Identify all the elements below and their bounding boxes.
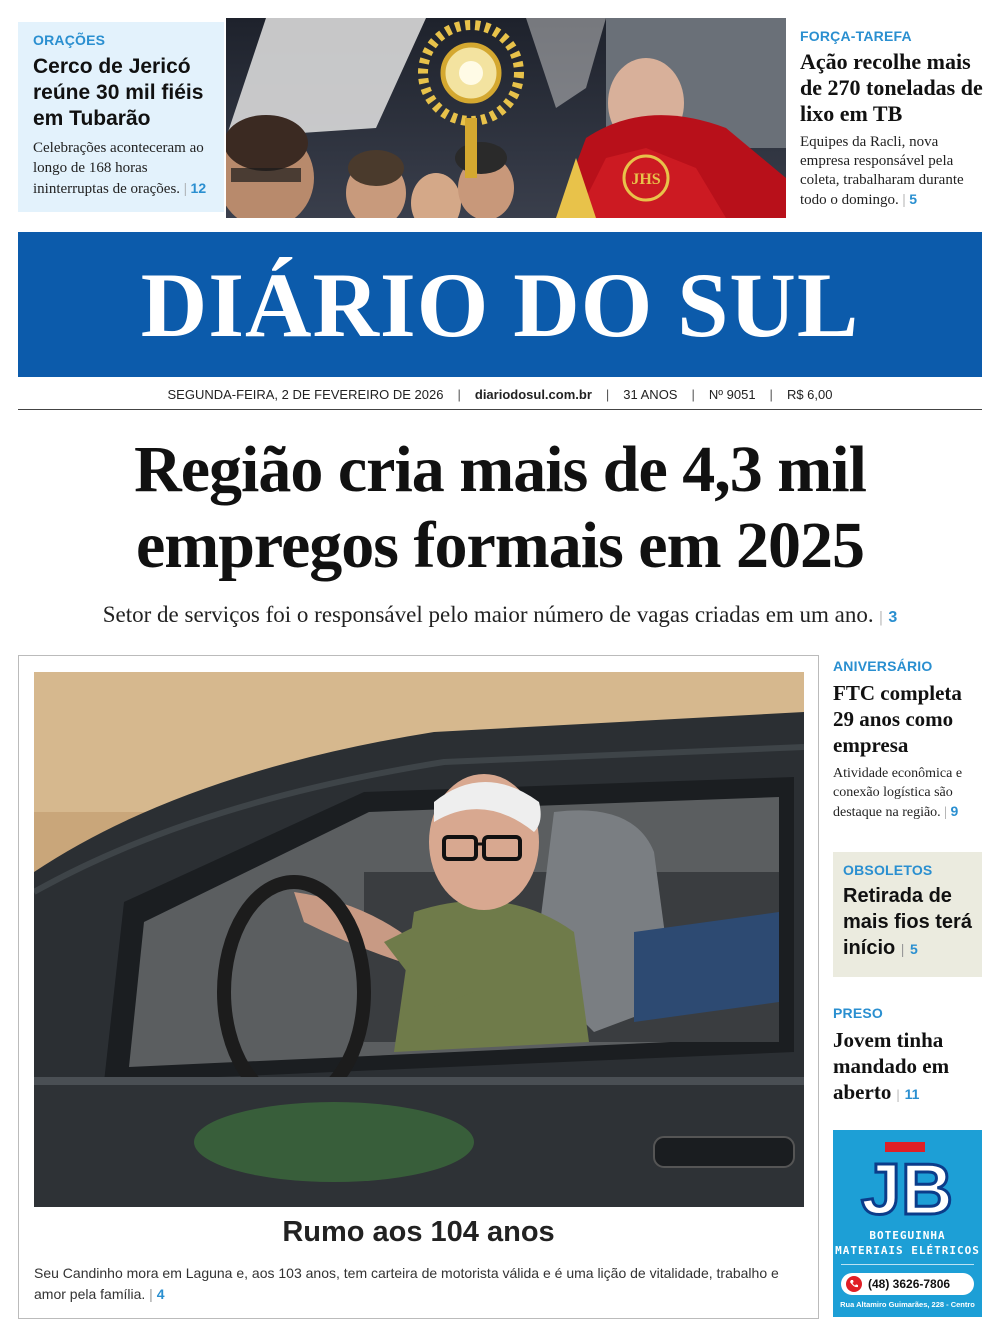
feature-body (34, 1263, 804, 1305)
driver-photo-illustration (34, 672, 804, 1207)
top-right-teaser[interactable] (800, 28, 985, 210)
info-separator: | (691, 387, 695, 402)
obsoletos-headline[interactable]: Retirada de mais fios terá início (843, 885, 972, 959)
edition-number: Nº 9051 (708, 387, 756, 402)
top-right-headline[interactable]: Ação recolhe mais de 270 toneladas de lixo em TB (800, 49, 983, 126)
jb-logo-mark (855, 1140, 959, 1220)
main-subhead-text: Setor de serviços foi o responsável pelo maior número de vagas criadas em um ano. (102, 602, 874, 627)
price: R$ 6,00 (786, 387, 833, 402)
masthead[interactable] (18, 232, 982, 377)
website-link[interactable]: diariodosul.com.br (474, 387, 592, 402)
aniversario-body-text: Atividade econômica e conexão logística são destaque na região. (833, 766, 963, 820)
top-left-headline[interactable]: Cerco de Jericó reúne 30 mil fiéis em Tubarão (33, 55, 204, 130)
right-teaser-aniversario[interactable] (833, 658, 983, 822)
page-separator: | (944, 805, 947, 820)
feature-photo-driver[interactable] (34, 672, 804, 1207)
right-teaser-obsoletos[interactable] (833, 852, 982, 977)
top-left-body (33, 138, 210, 199)
top-right-page-ref[interactable]: 5 (909, 191, 918, 207)
svg-text:JHS: JHS (631, 171, 661, 188)
info-separator: | (769, 387, 773, 402)
info-bar (18, 380, 982, 410)
main-headline-line1[interactable]: Região cria mais de 4,3 mil (134, 433, 866, 506)
phone-icon (846, 1276, 862, 1292)
top-right-body-text: Equipes da Racli, nova empresa responsável pela coleta, trabalharam durante todo o domingo. (800, 134, 964, 208)
main-subhead (0, 602, 1000, 628)
ad-address: Rua Altamiro Guimarães, 228 - Centro (840, 1300, 975, 1309)
top-left-body-text: Celebrações aconteceram ao longo de 168 horas ininterruptas de orações. (33, 140, 204, 197)
jb-logo-text: JB (860, 1150, 954, 1220)
advertisement-boteguinha[interactable] (833, 1130, 982, 1317)
top-left-teaser[interactable] (18, 22, 224, 212)
page-separator: | (879, 609, 883, 626)
ad-divider (841, 1264, 974, 1265)
obsoletos-kicker: OBSOLETOS (843, 862, 933, 878)
top-right-kicker: FORÇA-TAREFA (800, 28, 912, 44)
aniversario-page-ref[interactable]: 9 (950, 803, 959, 819)
ad-phone-pill[interactable] (841, 1273, 974, 1295)
right-teaser-preso[interactable] (833, 1005, 983, 1109)
main-headline[interactable] (0, 432, 1000, 584)
top-left-page-ref[interactable]: 12 (190, 180, 207, 196)
info-separator: | (605, 387, 610, 402)
feature-title[interactable]: Rumo aos 104 anos (282, 1216, 555, 1248)
ad-phone-number[interactable]: (48) 3626-7806 (868, 1277, 951, 1291)
top-right-body (800, 133, 985, 210)
procession-photo-illustration (226, 18, 786, 218)
years-badge: 31 ANOS (623, 387, 678, 402)
page-separator: | (183, 181, 187, 197)
page-separator: | (902, 192, 906, 208)
main-headline-line2[interactable]: empregos formais em 2025 (135, 509, 865, 582)
edition-date: SEGUNDA-FEIRA, 2 DE FEVEREIRO DE 2026 (167, 387, 444, 402)
masthead-title[interactable]: DIÁRIO DO SUL (140, 253, 860, 356)
ad-name-line2: MATERIAIS ELÉTRICOS (835, 1244, 980, 1257)
page-separator: | (149, 1286, 153, 1302)
ad-store-name (833, 1228, 982, 1258)
preso-page-ref[interactable]: 11 (904, 1086, 920, 1102)
preso-headline-wrap[interactable] (833, 1027, 983, 1109)
main-page-ref[interactable]: 3 (888, 609, 898, 626)
aniversario-kicker: ANIVERSÁRIO (833, 658, 933, 674)
feature-page-ref[interactable]: 4 (156, 1286, 165, 1302)
aniversario-body (833, 764, 983, 822)
preso-headline[interactable]: Jovem tinha mandado em aberto (833, 1028, 950, 1104)
ad-name-line1: BOTEGUINHA (869, 1229, 946, 1242)
info-separator: | (457, 387, 461, 402)
page-separator: | (896, 1088, 900, 1103)
preso-kicker: PRESO (833, 1005, 884, 1021)
feature-body-text: Seu Candinho mora em Laguna e, aos 103 anos, tem carteira de motorista válida e é uma lição de vitalidade, trabalho e amor pela família. (34, 1265, 779, 1302)
top-left-kicker: ORAÇÕES (33, 32, 106, 48)
obsoletos-headline-wrap[interactable] (843, 883, 972, 962)
top-photo-procession[interactable] (226, 18, 786, 218)
obsoletos-page-ref[interactable]: 5 (910, 941, 918, 957)
page-separator: | (900, 941, 905, 957)
aniversario-headline[interactable]: FTC completa 29 anos como empresa (833, 681, 962, 757)
jb-logo (855, 1140, 959, 1220)
